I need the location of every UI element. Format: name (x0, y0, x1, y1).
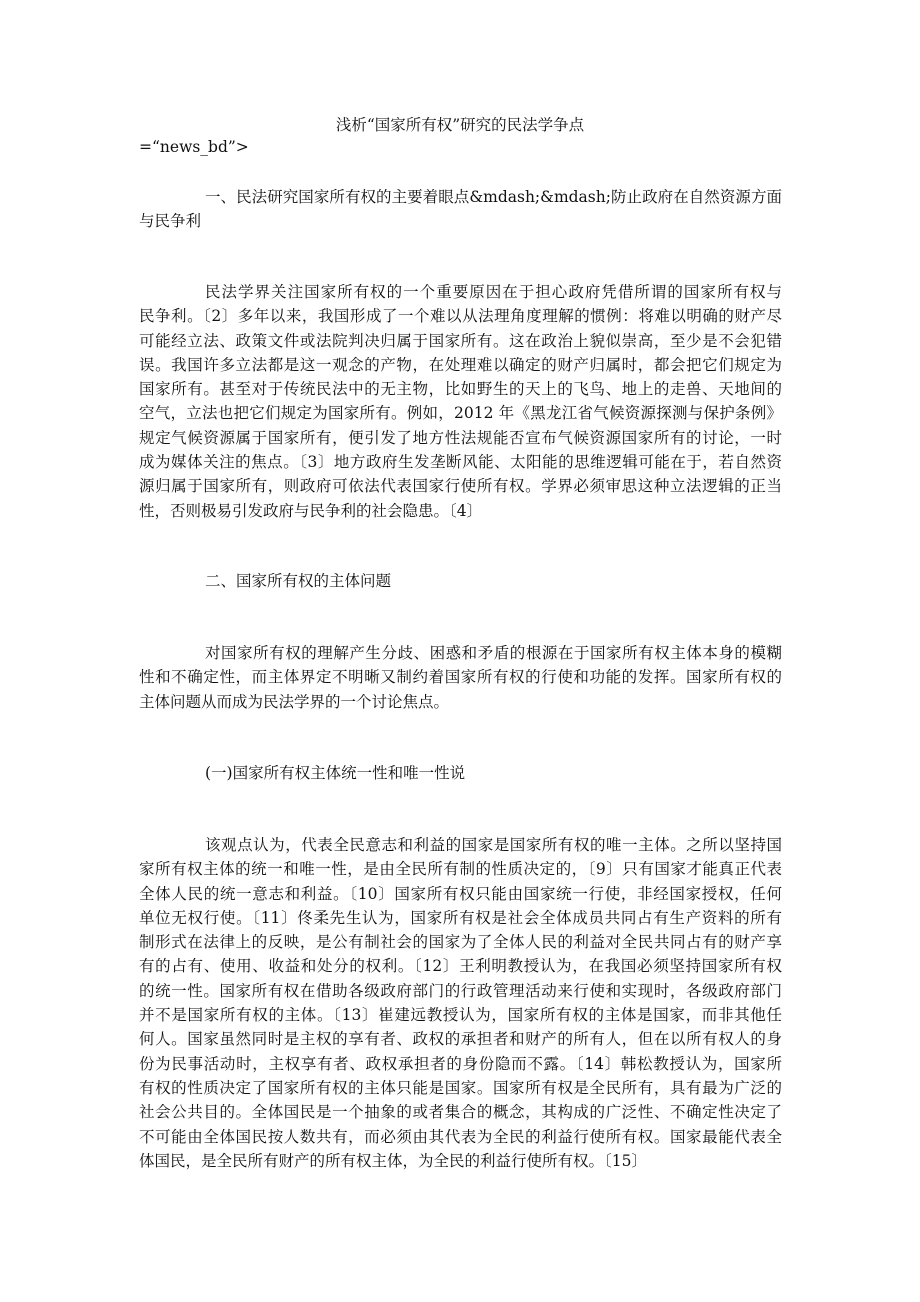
paragraph-2 (139, 641, 782, 714)
paragraph-line: 性和不确定性，而主体界定不明晰又制约着国家所有权的行使和功能的发挥。国家所有权的 (139, 668, 782, 687)
paragraph-line: 不可能由全体国民按人数共有，而必须由其代表为全民的利益行使所有权。国家最能代表全 (139, 1127, 782, 1146)
paragraph-line: 误。我国许多立法都是这一观念的产物，在处理难以确定的财产归属时，都会把它们规定为 (139, 355, 782, 374)
paragraph-line: 有权的性质决定了国家所有权的主体只能是国家。国家所有权是全民所有，具有最为广泛的 (139, 1078, 782, 1097)
document-title: 浅析“国家所有权”研究的民法学争点 (335, 116, 585, 134)
paragraph-line: 源归属于国家所有，则政府可依法代表国家行使所有权。学界必须审思这种立法逻辑的正当 (139, 477, 782, 496)
paragraph-line: 对国家所有权的理解产生分歧、困惑和矛盾的根源在于国家所有权主体本身的模糊 (205, 644, 782, 662)
paragraph-line: 主体问题从而成为民法学界的一个讨论焦点。 (139, 692, 450, 711)
paragraph-line: 该观点认为，代表全民意志和利益的国家是国家所有权的唯一主体。之所以坚持国 (205, 836, 782, 854)
paragraph-line: 份为民事活动时，主权享有者、政权承担者的身份隐而不露。〔14〕韩松教授认为，国家所 (139, 1054, 782, 1073)
paragraph-line: 社会公共目的。全体国民是一个抽象的或者集合的概念，其构成的广泛性、不确定性决定了 (139, 1103, 782, 1122)
paragraph-line: 体国民，是全民所有财产的所有权主体，为全民的利益行使所有权。〔15〕 (139, 1151, 647, 1170)
section-heading-2: 二、国家所有权的主体问题 (205, 572, 392, 590)
section-heading-1: 一、民法研究国家所有权的主要着眼点&mdash;&mdash;防止政府在自然资源方面 与民争利 (139, 188, 782, 231)
paragraph-line: 规定气候资源属于国家所有，便引发了地方性法规能否宣布气候资源国家所有的讨论，一时 (139, 428, 782, 447)
paragraph-line: 何人。国家虽然同时是主权的享有者、政权的承担者和财产的所有人，但在以所有权人的身 (139, 1030, 782, 1049)
paragraph-line: 国家所有。甚至对于传统民法中的无主物，比如野生的天上的飞鸟、地上的走兽、天地间的 (139, 380, 782, 399)
paragraph-line: 性，否则极易引发政府与民争利的社会隐患。〔4〕 (139, 501, 483, 520)
stray-markup-text: =“news_bd”> (139, 138, 249, 156)
paragraph-line: 民争利。〔2〕多年以来，我国形成了一个难以从法理角度理解的惯例：将难以明确的财产尽 (139, 307, 782, 326)
section-heading-3: (一)国家所有权主体统一性和唯一性说 (205, 764, 466, 782)
paragraph-1 (139, 280, 782, 523)
paragraph-line: 的统一性。国家所有权在借助各级政府部门的行政管理活动来行使和实现时，各级政府部门 (139, 981, 782, 1000)
paragraph-line: 制形式在法律上的反映，是公有制社会的国家为了全体人民的利益对全民共同占有的财产享 (139, 933, 782, 952)
paragraph-3 (139, 833, 782, 1173)
paragraph-line: 单位无权行使。〔11〕佟柔先生认为，国家所有权是社会全体成员共同占有生产资料的所有 (139, 908, 782, 927)
paragraph-line: 空气，立法也把它们规定为国家所有。例如，2012 年《黑龙江省气候资源探测与保护条例》 (139, 404, 782, 423)
paragraph-line: 并不是国家所有权的主体。〔13〕崔建远教授认为，国家所有权的主体是国家，而非其他任 (139, 1006, 782, 1025)
paragraph-line: 家所有权主体的统一和唯一性，是由全民所有制的性质决定的，〔9〕只有国家才能真正代表 (139, 860, 782, 879)
paragraph-line: 全体人民的统一意志和利益。〔10〕国家所有权只能由国家统一行使，非经国家授权，任何 (139, 884, 782, 903)
paragraph-line: 成为媒体关注的焦点。〔3〕地方政府生发垄断风能、太阳能的思维逻辑可能在于，若自然资 (139, 453, 782, 472)
paragraph-line: 可能经立法、政策文件或法院判决归属于国家所有。这在政治上貌似崇高，至少是不会犯错 (139, 331, 782, 350)
paragraph-line: 民法学界关注国家所有权的一个重要原因在于担心政府凭借所谓的国家所有权与 (205, 283, 782, 301)
paragraph-line: 有的占有、使用、收益和处分的权利。〔12〕王利明教授认为，在我国必须坚持国家所有权 (139, 957, 782, 976)
